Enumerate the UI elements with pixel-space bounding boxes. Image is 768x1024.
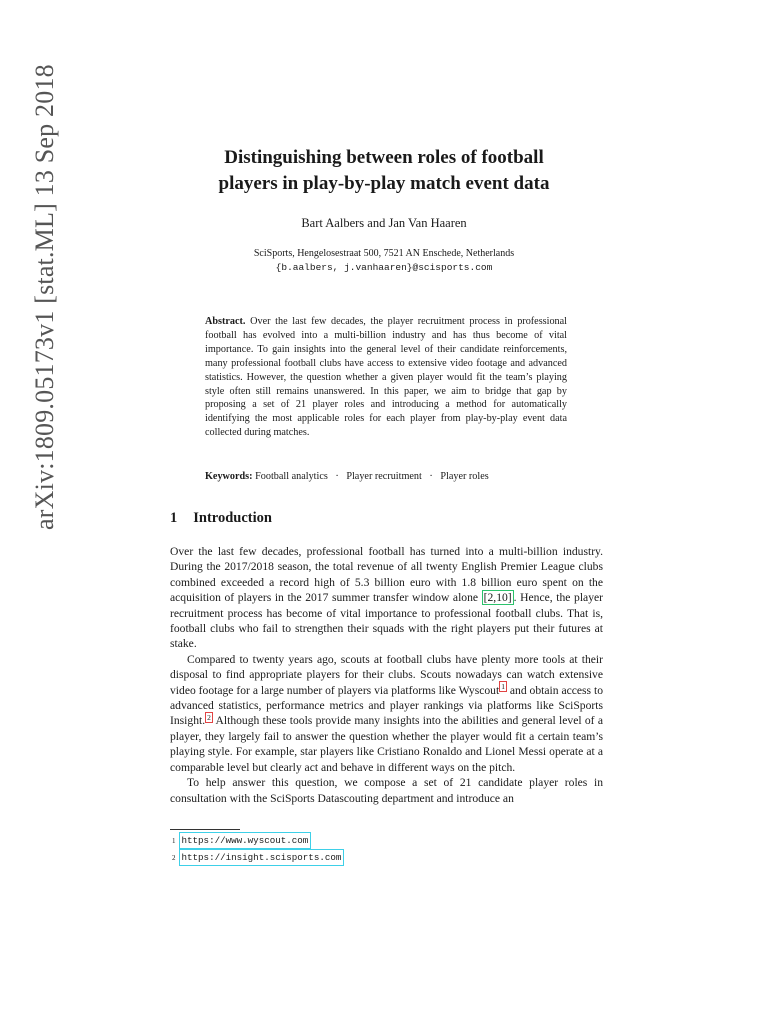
title-line-2: players in play-by-play match event data (218, 173, 550, 194)
keyword-item: Player roles (440, 471, 489, 482)
abstract-text: Over the last few decades, the player recruitment process in professional football has evolved into a multi-billion industry and has thus become of vital importance. To gain insights into the general level of their candidate reinforcements, many professional football clubs have access to extensive video footage and advanced statistics. However, the question whether a given player would fit the team’s playing style often still remains unanswered. In this paper, we aim to bridge that gap by proposing a set of 21 player roles and introducing a method for automatically identifying the most applicable roles for each player from play-by-play event data collected during matches. (205, 316, 567, 439)
keyword-item: Player recruitment (346, 471, 422, 482)
authors: Bart Aalbers and Jan Van Haaren (301, 216, 467, 230)
paragraph (170, 544, 603, 652)
section-number: 1 (170, 510, 178, 526)
keywords (205, 470, 567, 484)
footnote-link-2[interactable]: 2 (207, 712, 211, 722)
keywords-label: Keywords: (205, 471, 253, 482)
arxiv-identifier-stamp: arXiv:1809.05173v1 [stat.ML] 13 Sep 2018 (30, 64, 59, 530)
paragraph-text: Over the last few decades, professional football has turned into a multi-billion industry. During the 2017/2018 season, the total revenue of all twenty English Premier League clubs combined exceeded a record high of 5.3 billion euro with 1.8 billion euro spent on the acquisition of players in the 2017 summer transfer window alone (170, 545, 603, 605)
footnote (172, 849, 344, 866)
paragraph-text: Although these tools provide many insights into the abilities and general level of a player, they largely fail to answer the question whether the player would fit a certain team’s playing style. For example, star players like Cristiano Ronaldo and Lionel Messi operate at a comparable level but clearly act and behave in different ways on the pitch. (170, 714, 603, 774)
footnote-link-1[interactable]: 1 (501, 681, 505, 691)
section-body (170, 544, 603, 806)
paragraph-text: . Hence, the player recruitment process has become of vital importance to professional football clubs. That is, football clubs who fail to strengthen their squads with the right players put their futures at stake. (170, 591, 603, 651)
footnote-url-link[interactable]: https://www.wyscout.com (179, 832, 312, 849)
citation-link[interactable]: [2,10] (483, 591, 512, 605)
section-heading (170, 510, 272, 527)
footnote (172, 832, 344, 849)
affiliation-block (0, 247, 768, 275)
abstract-label: Abstract. (205, 316, 246, 327)
footnote-number: 2 (172, 854, 176, 862)
abstract (205, 315, 567, 440)
footnote-divider (170, 829, 240, 830)
paper-title (0, 145, 768, 197)
keyword-separator: · (335, 471, 339, 482)
section-title: Introduction (193, 510, 272, 526)
footnote-url-link[interactable]: https://insight.scisports.com (179, 849, 345, 866)
paragraph: To help answer this question, we compose a set of 21 candidate player roles in consultation with the SciSports Datascouting department and introduce an (170, 776, 603, 805)
keyword-item: Football analytics (255, 471, 328, 482)
paragraph (170, 652, 603, 775)
keyword-separator: · (429, 471, 433, 482)
footnotes (172, 832, 344, 866)
footnote-number: 1 (172, 837, 176, 845)
paragraph-text: Compared to twenty years ago, scouts at football clubs have plenty more tools at their disposal to find appropriate players for their clubs. Scouts nowadays can watch extensive video footage for a large number of players via platforms like Wyscout (170, 652, 603, 697)
title-line-1: Distinguishing between roles of football (224, 147, 544, 168)
affiliation: SciSports, Hengelosestraat 500, 7521 AN Enschede, Netherlands (253, 248, 515, 259)
paragraph-text: and obtain access to advanced statistics, performance metrics and player rankings via platforms like SciSports Insight. (170, 683, 604, 728)
author-emails: {b.aalbers, j.vanhaaren}@scisports.com (275, 262, 493, 273)
